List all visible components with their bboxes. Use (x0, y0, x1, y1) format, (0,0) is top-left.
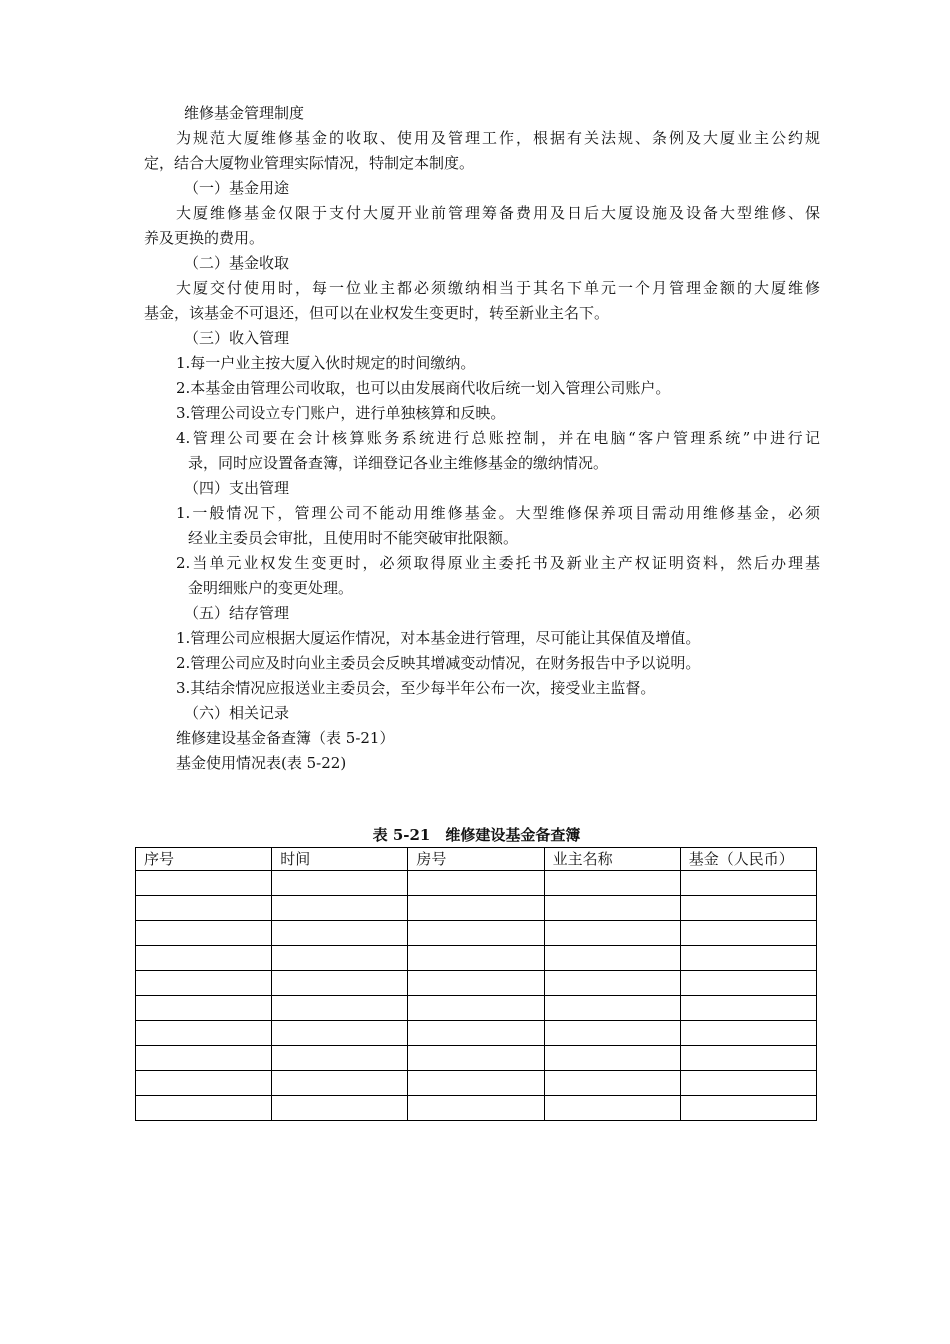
table-cell (136, 1096, 272, 1121)
table-row (136, 871, 817, 896)
table-cell (544, 971, 680, 996)
table-cell (544, 1071, 680, 1096)
expense-item-1: 1.一般情况下，管理公司不能动用维修基金。大型维修保养项目需动用维修基金，必须 (176, 504, 820, 522)
table-cell (136, 946, 272, 971)
table-cell (408, 946, 544, 971)
table-cell (272, 896, 408, 921)
document-title: 维修基金管理制度 (184, 104, 305, 122)
collection-line-1: 大厦交付使用时，每一位业主都必须缴纳相当于其名下单元一个月管理金额的大厦维修 (176, 279, 820, 297)
table-cell (136, 1021, 272, 1046)
table-row (136, 921, 817, 946)
table-cell (272, 996, 408, 1021)
table-cell (408, 1046, 544, 1071)
income-item-3: 3.管理公司设立专门账户，进行单独核算和反映。 (176, 404, 506, 422)
ledger-table (135, 847, 817, 1121)
table-cell (136, 971, 272, 996)
column-header-owner: 业主名称 (544, 848, 680, 871)
balance-item-2: 2.管理公司应及时向业主委员会反映其增减变动情况，在财务报告中予以说明。 (176, 654, 701, 672)
table-cell (544, 896, 680, 921)
table-row (136, 946, 817, 971)
column-header-room: 房号 (408, 848, 544, 871)
table-cell (408, 896, 544, 921)
table-body (136, 871, 817, 1121)
usage-line-2: 养及更换的费用。 (144, 229, 265, 247)
table-cell (680, 921, 816, 946)
table-cell (408, 996, 544, 1021)
income-item-1: 1.每一户业主按大厦入伙时规定的时间缴纳。 (176, 354, 476, 372)
table-cell (544, 1096, 680, 1121)
balance-item-3: 3.其结余情况应报送业主委员会，至少每半年公布一次，接受业主监督。 (176, 679, 656, 697)
table-cell (136, 921, 272, 946)
table-row (136, 996, 817, 1021)
document-body (144, 101, 820, 776)
expense-item-1-cont: 经业主委员会审批，且使用时不能突破审批限额。 (188, 529, 519, 547)
expense-item-2: 2.当单元业权发生变更时，必须取得原业主委托书及新业主产权证明资料，然后办理基 (176, 554, 820, 572)
table-row (136, 1046, 817, 1071)
table-row (136, 1071, 817, 1096)
table-cell (544, 1046, 680, 1071)
section-heading-records: （六）相关记录 (184, 704, 290, 722)
table-cell (680, 996, 816, 1021)
table-cell (680, 946, 816, 971)
table-cell (680, 1096, 816, 1121)
table-cell (680, 1021, 816, 1046)
table-cell (544, 946, 680, 971)
table-row (136, 1021, 817, 1046)
section-heading-balance: （五）结存管理 (184, 604, 290, 622)
table-cell (272, 871, 408, 896)
section-heading-income: （三）收入管理 (184, 329, 290, 347)
table-cell (136, 896, 272, 921)
table-cell (272, 921, 408, 946)
balance-item-1: 1.管理公司应根据大厦运作情况，对本基金进行管理，尽可能让其保值及增值。 (176, 629, 701, 647)
table-cell (136, 1046, 272, 1071)
table-cell (680, 1071, 816, 1096)
table-cell (680, 1046, 816, 1071)
table-cell (272, 1096, 408, 1121)
table-header-row (136, 848, 817, 871)
table-row (136, 896, 817, 921)
section-heading-expense: （四）支出管理 (184, 479, 290, 497)
expense-item-2-cont: 金明细账户的变更处理。 (188, 579, 354, 597)
table-cell (272, 1021, 408, 1046)
table-cell (680, 971, 816, 996)
collection-line-2: 基金，该基金不可退还，但可以在业权发生变更时，转至新业主名下。 (144, 304, 610, 322)
table-cell (544, 921, 680, 946)
table-row (136, 1096, 817, 1121)
table-cell (272, 946, 408, 971)
record-item-2: 基金使用情况表(表 5-22) (176, 754, 347, 772)
table-cell (408, 1096, 544, 1121)
table-cell (272, 971, 408, 996)
table-caption: 表 5-21 维修建设基金备查簿 (372, 826, 581, 844)
intro-line-2: 定，结合大厦物业管理实际情况，特制定本制度。 (144, 154, 475, 172)
record-item-1: 维修建设基金备查簿（表 5-21） (176, 729, 395, 747)
table-cell (272, 1046, 408, 1071)
table-cell (680, 896, 816, 921)
table-cell (136, 1071, 272, 1096)
table-cell (136, 871, 272, 896)
income-item-4: 4.管理公司要在会计核算账务系统进行总账控制，并在电脑“客户管理系统”中进行记 (176, 429, 820, 447)
income-item-2: 2.本基金由管理公司收取，也可以由发展商代收后统一划入管理公司账户。 (176, 379, 671, 397)
table-cell (136, 996, 272, 1021)
intro-line-1: 为规范大厦维修基金的收取、使用及管理工作，根据有关法规、条例及大厦业主公约规 (176, 129, 820, 147)
income-item-4-cont: 录，同时应设置备查簿，详细登记各业主维修基金的缴纳情况。 (188, 454, 609, 472)
table-cell (408, 871, 544, 896)
table-cell (408, 971, 544, 996)
column-header-fund: 基金（人民币） (680, 848, 816, 871)
table-cell (544, 1021, 680, 1046)
table-cell (544, 871, 680, 896)
table-cell (272, 1071, 408, 1096)
table-cell (544, 996, 680, 1021)
table-cell (408, 1021, 544, 1046)
section-heading-usage: （一）基金用途 (184, 179, 290, 197)
section-heading-collection: （二）基金收取 (184, 254, 290, 272)
usage-line-1: 大厦维修基金仅限于支付大厦开业前管理筹备费用及日后大厦设施及设备大型维修、保 (176, 204, 820, 222)
table-cell (408, 1071, 544, 1096)
table-cell (408, 921, 544, 946)
column-header-time: 时间 (272, 848, 408, 871)
column-header-serial: 序号 (136, 848, 272, 871)
table-row (136, 971, 817, 996)
table-cell (680, 871, 816, 896)
